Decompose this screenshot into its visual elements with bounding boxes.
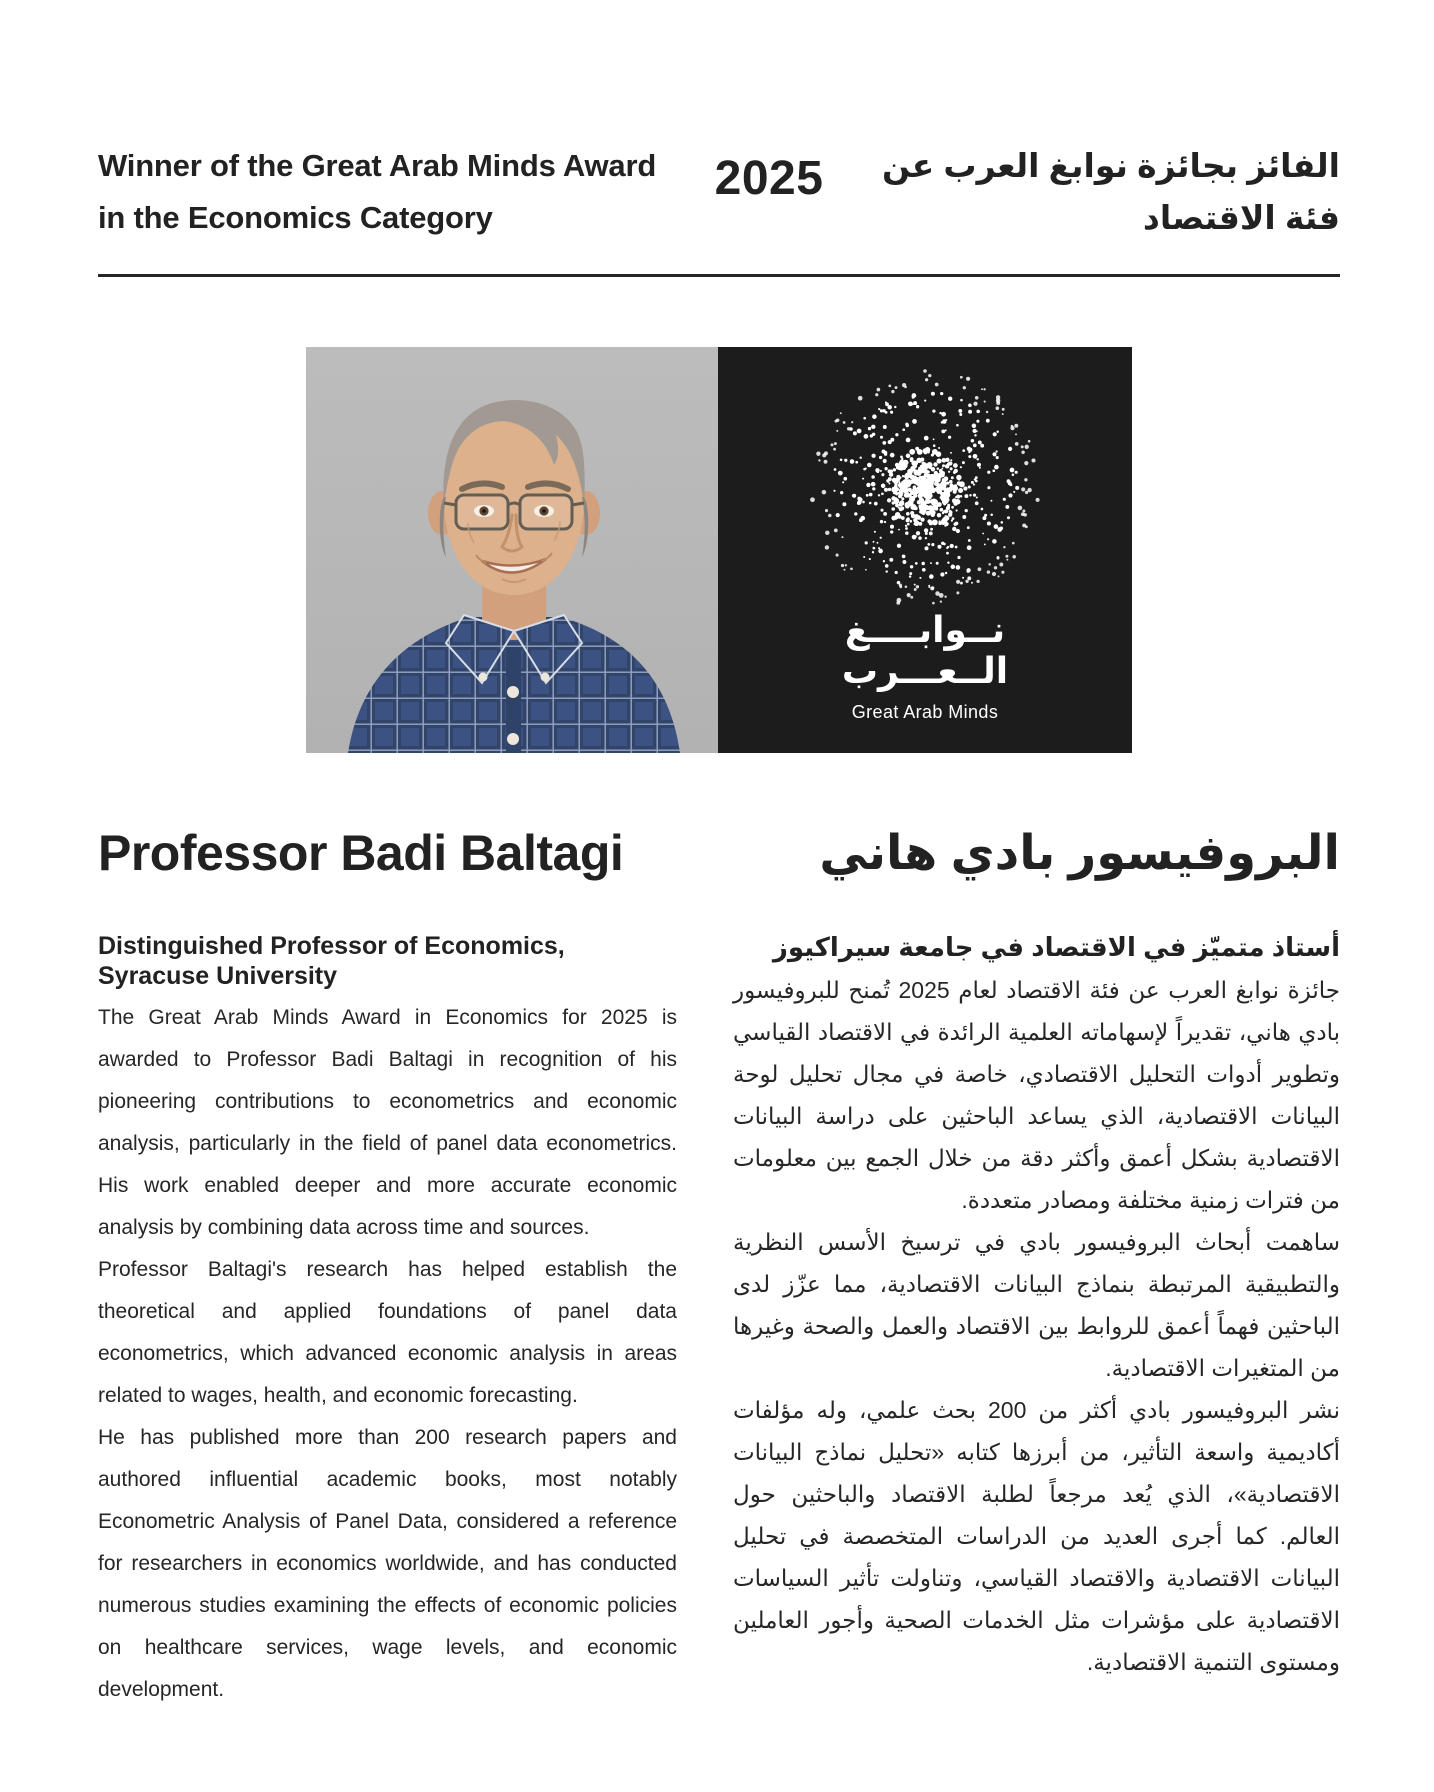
header-divider	[98, 274, 1340, 277]
profile-arabic-paragraphs	[733, 969, 1340, 1683]
profile-arabic-paragraph-2: ساهمت أبحاث البروفيسور بادي في ترسيخ الأسس النظرية والتطبيقية المرتبطة بنماذج البيانات الاقتصادية، مما عزّز لدى الباحثين فهماً أعمق للروابط بين الاقتصاد والعمل والصحة وغيرها من المتغيرات الاقتصادية.	[733, 1229, 1340, 1381]
logo-arabic-line1: نــوابــــغ	[844, 609, 1006, 650]
profile-english-paragraphs	[98, 997, 677, 1711]
award-year: 2025	[714, 152, 824, 205]
professor-name-arabic: البروفيسور بادي هاني	[819, 827, 1340, 880]
great-arab-minds-logo	[718, 347, 1132, 753]
header-title-arabic-line1: الفائز بجائزة نوابغ العرب عن	[882, 147, 1340, 184]
header-title-english-line1: Winner of the Great Arab Minds Award	[98, 148, 657, 183]
professor-title-english: Distinguished Professor of Economics, Syracuse University	[98, 932, 565, 990]
professor-portrait-illustration	[306, 347, 718, 753]
header-title-english-line2: in the Economics Category	[98, 200, 493, 235]
profile-english-paragraph-1: The Great Arab Minds Award in Economics for 2025 is awarded to Professor Badi Baltagi in recognition of his pioneering contributions to econometrics and economic analysis, particularly in the field of panel data econometrics. His work enabled deeper and more accurate economic analysis by combining data across time and sources.	[98, 1006, 677, 1239]
starburst-icon	[803, 363, 1047, 613]
profile-english-paragraph-3: He has published more than 200 research papers and authored influential academic books, most notably Econometric Analysis of Panel Data, considered a reference for researchers in economics worldwide, and has conducted numerous studies examining the effects of economic policies on healthcare services, wage levels, and economic development.	[98, 1426, 677, 1701]
professor-name-english: Professor Badi Baltagi	[98, 825, 624, 881]
logo-arabic-wordmark	[842, 609, 1008, 691]
profile-arabic	[733, 828, 1340, 1711]
profile-arabic-paragraph-3: نشر البروفيسور بادي أكثر من 200 بحث علمي، وله مؤلفات أكاديمية واسعة التأثير، من أبرزها كتابه «تحليل نماذج البيانات الاقتصادية»، الذي يُعد مرجعاً لطلبة الاقتصاد والباحثين حول العالم. كما أجرى العديد من الدراسات المتخصصة في تحليل البيانات الاقتصادية والاقتصاد القياسي، وتناولت تأثير السياسات الاقتصادية على مؤشرات مثل الخدمات الصحية وأجور العاملين ومستوى التنمية الاقتصادية.	[733, 1397, 1340, 1675]
profile-section	[98, 825, 1340, 1711]
header-title-arabic-line2: فئة الاقتصاد	[1142, 199, 1340, 236]
logo-arabic-line2: الــعـــرب	[841, 650, 1009, 691]
profile-english-paragraph-2: Professor Baltagi's research has helped establish the theoretical and applied foundations of panel data econometrics, which advanced economic analysis in areas related to wages, health, and economic forecasting.	[98, 1258, 677, 1407]
profile-english	[98, 825, 677, 1711]
professor-title-arabic: أستاذ متميّز في الاقتصاد في جامعة سيراكيوز	[772, 932, 1340, 962]
media-row	[98, 347, 1340, 753]
professor-photo	[306, 347, 718, 753]
profile-arabic-paragraph-1: جائزة نوابغ العرب عن فئة الاقتصاد لعام 2025 تُمنح للبروفيسور بادي هاني، تقديراً لإسهاماته العلمية الرائدة في الاقتصاد القياسي وتطوير أدوات التحليل الاقتصادي، خاصة في مجال تحليل لوحة البيانات الاقتصادية، الذي يساعد الباحثين على دراسة البيانات الاقتصادية بشكل أعمق وأكثر دقة من خلال الجمع بين معلومات من فترات زمنية مختلفة ومصادر متعددة.	[733, 977, 1340, 1213]
page-header	[98, 140, 1340, 244]
header-title-arabic	[882, 140, 1340, 244]
logo-caption: Great Arab Minds	[851, 702, 999, 722]
header-title-english	[98, 140, 656, 244]
